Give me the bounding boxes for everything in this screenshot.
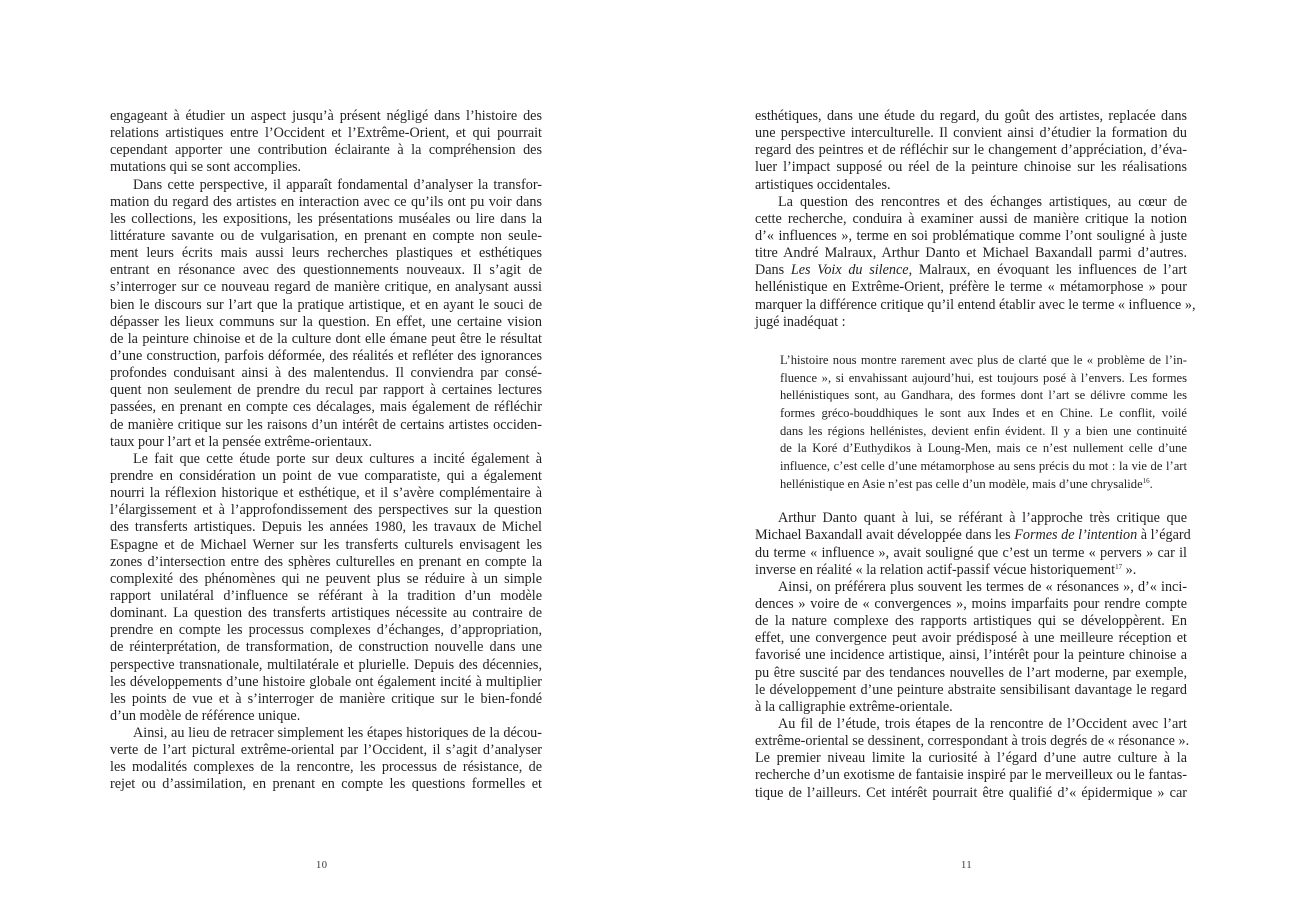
paragraph bbox=[755, 108, 1187, 194]
text-line: artistiques occidentales. bbox=[755, 176, 891, 193]
text-line: du terme « influence », avait souligné que c’est un terme « pervers » car il bbox=[755, 544, 1187, 561]
text-line: hellénistiques sont, au Gandhara, des formes dont l’art se délivre comme les bbox=[780, 388, 1187, 403]
text-line: de la peinture chinoise et de la culture dont elle émane peut être le résultat bbox=[110, 330, 542, 347]
text-line: à la calligraphie extrême-orientale. bbox=[755, 698, 953, 715]
text-line: d’un modèle de référence unique. bbox=[110, 707, 301, 724]
text-line: nourri la réflexion historique et esthétique, et il s’avère complémentaire à bbox=[110, 485, 542, 502]
text-line: Ainsi, au lieu de retracer simplement les étapes historiques de la décou- bbox=[133, 725, 542, 742]
text-span: Dans bbox=[755, 262, 791, 279]
text-span: ». bbox=[1122, 561, 1137, 578]
text-line: tique de l’ailleurs. Cet intérêt pourrait être qualifié d’« épidermique » car bbox=[755, 784, 1187, 801]
text-line: de réinterprétation, de transformation, de construction nouvelle dans une bbox=[110, 639, 542, 656]
text-line: bien le discours sur l’art que la pratique artistique, et en ayant le souci de bbox=[110, 296, 542, 313]
text-line: jugé inadéquat : bbox=[755, 313, 846, 330]
text-line: cette recherche, conduira à examiner aussi de manière critique la notion bbox=[755, 210, 1187, 227]
text-line: La question des rencontres et des échanges artistiques, au cœur de bbox=[778, 193, 1187, 210]
paragraph bbox=[110, 177, 542, 451]
text-line: effet, une convergence peut avoir prédisposé à une meilleure réception et bbox=[755, 630, 1187, 647]
text-line: ment leurs écrits mais aussi leurs recherches plastiques et esthétiques bbox=[110, 245, 542, 262]
text-line: mutations qui se sont accomplies. bbox=[110, 159, 302, 176]
text-line: regard des peintres et de réfléchir sur le changement d’appréciation, d’éva- bbox=[755, 142, 1187, 159]
text-span: inverse en réalité « la relation actif-passif vécue historiquement bbox=[755, 561, 1116, 578]
text-line: pu être suscité par des tendances nouvelles de l’art moderne, par exemple, bbox=[755, 664, 1187, 681]
text-line bbox=[755, 262, 1187, 279]
text-line: d’une construction, parfois déformée, des réalités et refléter des ignorances bbox=[110, 347, 542, 364]
text-line: esthétiques, dans une étude du regard, du goût des artistes, replacée dans bbox=[755, 108, 1187, 124]
text-line: Ainsi, on préférera plus souvent les termes de « résonances », d’« inci- bbox=[778, 578, 1187, 595]
text-line: dans les régions hellénistes, devient enfin évident. Il y a bien une continuité bbox=[780, 423, 1187, 438]
text-line: luer l’impact supposé ou réel de la peinture chinoise sur les réalisations bbox=[755, 159, 1187, 176]
text-line: formes gréco-bouddhiques le sont aux Indes et en Chine. Le conflit, voilé bbox=[780, 405, 1187, 420]
text-line: rapport unilatéral d’influence se référant à la tradition d’un modèle bbox=[110, 587, 542, 604]
text-line: Le fait que cette étude porte sur deux cultures a incité également à bbox=[133, 450, 542, 467]
text-line: titre André Malraux, Arthur Danto et Michael Baxandall parmi d’autres. bbox=[755, 245, 1187, 262]
footnote-ref: 17 bbox=[1115, 562, 1123, 571]
text-span: Michael Baxandall avait développée dans les bbox=[755, 527, 1015, 544]
text-span: à l’égard bbox=[1137, 527, 1191, 544]
text-line: les collections, les expositions, les présentations muséales ou lire dans la bbox=[110, 210, 542, 227]
text-line: perspective transnationale, multilatérale et plurielle. Depuis des décennies, bbox=[110, 656, 542, 673]
text-line: Le premier niveau limite la curiosité à l’égard d’une autre culture à la bbox=[755, 750, 1187, 767]
italic-title: Formes de l’intention bbox=[1014, 527, 1138, 544]
text-line: dépasser les lieux communs sur la question. En effet, une certaine vision bbox=[110, 313, 542, 330]
paragraph bbox=[755, 193, 1196, 331]
text-line: Au fil de l’étude, trois étapes de la rencontre de l’Occident avec l’art bbox=[778, 716, 1187, 733]
text-line: engageant à étudier un aspect jusqu’à présent négligé dans l’histoire des bbox=[110, 108, 542, 124]
text-line: dences » voire de « convergences », moins imparfaits pour rendre compte bbox=[755, 596, 1187, 613]
italic-title: Les Voix du silence bbox=[790, 262, 909, 279]
text-line: zones d’intersection entre des sphères culturelles en prenant en compte la bbox=[110, 553, 542, 570]
text-line: d’« influences », terme en soi problématique comme l’ont souligné à juste bbox=[755, 227, 1187, 244]
text-line: passées, en prenant en compte ces décalages, mais également de réfléchir bbox=[110, 399, 542, 416]
paragraph bbox=[110, 725, 542, 794]
text-line bbox=[780, 476, 1187, 494]
text-line: des transferts artistiques. Depuis les années 1980, les travaux de Michel bbox=[110, 519, 542, 536]
text-line: prendre en compte les processus complexes d’échanges, d’appropriation, bbox=[110, 622, 542, 639]
text-line: les modalités complexes de la rencontre, les processus de résistance, de bbox=[110, 759, 542, 776]
text-line: verte de l’art pictural extrême-oriental par l’Occident, il s’agit d’analyser bbox=[110, 742, 542, 759]
text-line: Dans cette perspective, il apparaît fondamental d’analyser la transfor- bbox=[133, 176, 542, 193]
text-line: mation du regard des artistes en interaction avec ce qu’ils ont pu voir dans bbox=[110, 193, 542, 210]
text-line: cependant apporter une contribution éclairante à la compréhension des bbox=[110, 142, 542, 159]
text-line: Arthur Danto quant à lui, se référant à l’approche très critique que bbox=[778, 510, 1187, 527]
text-line: de manière critique sur les raisons d’un intérêt de certains artistes occiden- bbox=[110, 416, 542, 433]
page-number-right: 11 bbox=[961, 860, 973, 871]
text-line: s’interroger sur ce nouveau regard de manière critique, en analysant aussi bbox=[110, 279, 542, 296]
paragraph bbox=[755, 716, 1190, 802]
text-line: entrant en résonance avec des questionnements nouveaux. Il s’agit de bbox=[110, 262, 542, 279]
text-line: influence, c’est celle d’une métamorphose au sens précis du mot : la vie de l’art bbox=[780, 458, 1187, 473]
paragraph bbox=[755, 579, 1187, 716]
text-line: quent non seulement de prendre du recul par rapport à certaines lectures bbox=[110, 382, 542, 399]
text-line: les points de vue et à s’interroger de manière critique sur le bien-fondé bbox=[110, 690, 542, 707]
text-line: extrême-oriental se dessinent, correspondant à trois degrés de « résonance ». bbox=[755, 733, 1190, 750]
text-line: profondes conduisant ainsi à des malentendus. Il conviendra par consé- bbox=[110, 365, 542, 382]
text-line: marquer la différence critique qu’il entend établir avec le terme « influence », bbox=[755, 296, 1196, 313]
text-line: l’élargissement et à l’approfondissement des perspectives sur la question bbox=[110, 502, 542, 519]
text-line: rejet ou d’assimilation, en prenant en compte les questions formelles et bbox=[110, 776, 542, 793]
text-line: de la Koré d’Euthydikos à Loung-Men, mais ce n’est nullement celle d’une bbox=[780, 441, 1187, 456]
page-number-left: 10 bbox=[316, 860, 328, 871]
text-line: le développement d’une peinture abstraite sensibilisant davantage le regard bbox=[755, 681, 1187, 698]
text-span: , Malraux, en évoquant les influences de l’art bbox=[908, 262, 1187, 279]
text-line: L’histoire nous montre rarement avec plus de clarté que le « problème de l’in- bbox=[780, 352, 1187, 367]
text-line: relations artistiques entre l’Occident et l’Extrême-Orient, et qui pourrait bbox=[110, 125, 542, 142]
text-span: . bbox=[1149, 476, 1153, 491]
text-line: de la nature complexe des rapports artistiques qui se développèrent. En bbox=[755, 613, 1187, 630]
text-line: dominant. La question des transferts artistiques nécessite au contraire de bbox=[110, 605, 542, 622]
text-line: taux pour l’art et la pensée extrême-orientaux. bbox=[110, 433, 372, 450]
text-line: prendre en considération un point de vue comparatiste, qui a également bbox=[110, 467, 542, 484]
left-page bbox=[110, 108, 542, 794]
text-line: une perspective interculturelle. Il convient ainsi d’étudier la formation du bbox=[755, 125, 1187, 142]
block-quote bbox=[780, 352, 1187, 494]
paragraph bbox=[755, 510, 1191, 579]
right-page bbox=[755, 108, 1196, 802]
text-line: les développements d’une histoire globale ont également incité à multiplier bbox=[110, 673, 542, 690]
text-line: recherche d’un exotisme de fantaisie inspiré par le merveilleux ou le fantas- bbox=[755, 767, 1187, 784]
text-line: complexité des phénomènes qui ne peuvent plus se réduire à un simple bbox=[110, 570, 542, 587]
footnote-ref: 16 bbox=[1142, 476, 1150, 485]
paragraph bbox=[110, 451, 542, 725]
text-span: hellénistique en Asie n’est pas celle d’un modèle, mais d’une chrysalide bbox=[780, 476, 1143, 491]
text-line: littérature savante ou de vulgarisation, en prenant en compte non seule- bbox=[110, 227, 542, 244]
text-line: hellénistique en Extrême-Orient, préfère le terme « métamorphose » pour bbox=[755, 279, 1187, 296]
paragraph bbox=[110, 108, 542, 177]
text-line bbox=[755, 527, 1191, 544]
text-line bbox=[755, 562, 1187, 579]
text-line: Espagne et de Michael Werner sur les transferts culturels envisagent les bbox=[110, 536, 542, 553]
text-line: fluence », si envahissant aujourd’hui, est toujours posé à l’envers. Les formes bbox=[780, 370, 1187, 385]
text-line: favorisé une incidence artistique, ainsi, l’intérêt pour la peinture chinoise a bbox=[755, 647, 1187, 664]
